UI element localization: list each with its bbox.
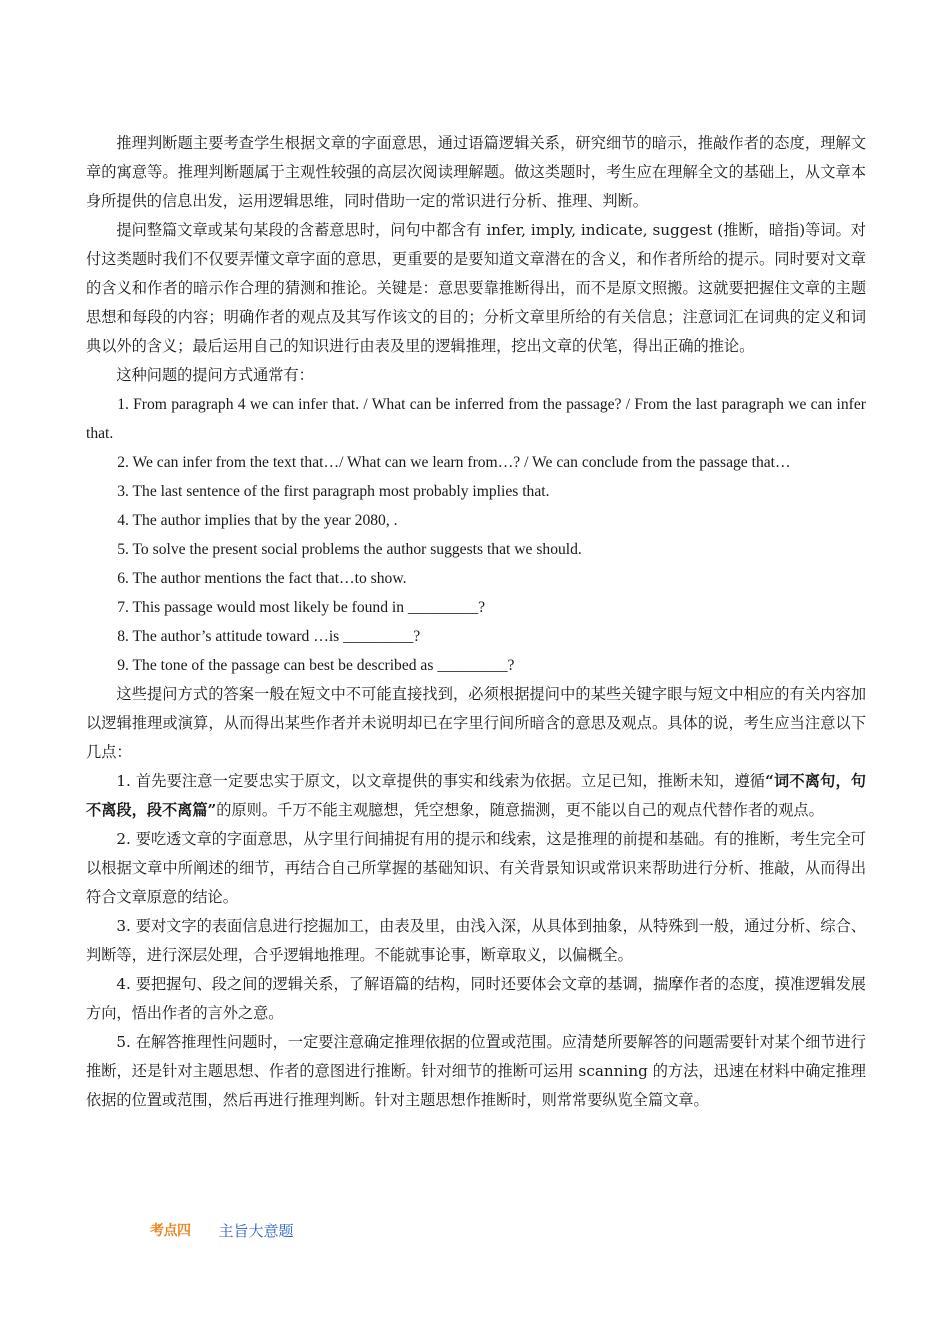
document-body — [86, 129, 866, 1115]
tip-4: 4. 要把握句、段之间的逻辑关系，了解语篇的结构，同时还要体会文章的基调，揣摩作者的态度，摸准逻辑发展方向，悟出作者的言外之意。 — [86, 975, 866, 1022]
question-form-3: 3. The last sentence of the first paragraph most probably implies that. — [117, 483, 550, 500]
section-tag: 考点四 — [150, 1223, 191, 1239]
question-form-5: 5. To solve the present social problems the author suggests that we should. — [117, 541, 582, 558]
tip-1 — [86, 767, 866, 825]
section-heading — [150, 1218, 294, 1242]
paragraph-intro: 推理判断题主要考查学生根据文章的字面意思，通过语篇逻辑关系，研究细节的暗示，推敲作者的态度，理解文章的寓意等。推理判断题属于主观性较强的高层次阅读理解题。做这类题时，考生应在理解全文的基础上，从文章本身所提供的信息出发，运用逻辑思维，同时借助一定的常识进行分析、推理、判断。 — [86, 134, 866, 210]
section-title: 主旨大意题 — [218, 1221, 294, 1240]
question-form-2: 2. We can infer from the text that…/ What can we learn from…? / We can conclude from the passage that… — [117, 454, 791, 471]
question-form-4: 4. The author implies that by the year 2080, . — [117, 512, 398, 529]
question-form-1: 1. From paragraph 4 we can infer that. / What can be inferred from the passage? / From the last paragraph we can infer that. — [86, 396, 866, 442]
tip-1-emphasis: “词不离句，句不离段，段不离篇” — [86, 772, 866, 819]
tip-5: 5. 在解答推理性问题时，一定要注意确定推理依据的位置或范围。应清楚所要解答的问题需要针对某个细节进行推断，还是针对主题思想、作者的意图进行推断。针对细节的推断可运用 scanning 的方法，迅速在材料中确定推理依据的位置或范围，然后再进行推理判断。针对主题思想作推断时，则常常要纵览全篇文章。 — [86, 1033, 866, 1109]
paragraph-answer-strategy: 这些提问方式的答案一般在短文中不可能直接找到，必须根据提问中的某些关键字眼与短文中相应的有关内容加以逻辑推理或演算，从而得出某些作者并未说明却已在字里行间所暗含的意思及观点。具体的说，考生应当注意以下几点： — [86, 685, 866, 761]
paragraph-question-words: 提问整篇文章或某句某段的含蓄意思时，问句中都含有 infer, imply, indicate, suggest (推断，暗指)等词。对付这类题时我们不仅要弄懂文章字面的意思，更重要的是要知道文章潜在的含义，和作者所给的提示。同时要对文章的含义和作者的暗示作合理的猜测和推论。关键是：意思要靠推断得出，而不是原文照搬。这就要把握住文章的主题思想和每段的内容；明确作者的观点及其写作该文的目的；分析文章里所给的有关信息；注意词汇在词典的定义和词典以外的含义；最后运用自己的知识进行由表及里的逻辑推理，挖出文章的伏笔，得出正确的推论。 — [86, 221, 866, 355]
question-form-8: 8. The author’s attitude toward …is _________? — [117, 628, 421, 645]
tip-1-post: 的原则。千万不能主观臆想，凭空想象，随意揣测，更不能以自己的观点代替作者的观点。 — [216, 801, 824, 819]
question-form-9: 9. The tone of the passage can best be described as _________? — [117, 657, 515, 674]
tip-3: 3. 要对文字的表面信息进行挖掘加工，由表及里，由浅入深，从具体到抽象，从特殊到一般，通过分析、综合、判断等，进行深层处理，合乎逻辑地推理。不能就事论事，断章取义，以偏概全。 — [86, 917, 866, 964]
tip-1-pre: 1. 首先要注意一定要忠实于原文，以文章提供的事实和线索为依据。立足已知，推断未知，遵循 — [116, 772, 766, 790]
tip-2: 2. 要吃透文章的字面意思，从字里行间捕捉有用的提示和线索，这是推理的前提和基础。有的推断，考生完全可以根据文章中所阐述的细节，再结合自己所掌握的基础知识、有关背景知识或常识来帮助进行分析、推敲，从而得出符合文章原意的结论。 — [86, 830, 866, 906]
paragraph-question-forms-lead: 这种问题的提问方式通常有： — [116, 366, 314, 384]
question-form-6: 6. The author mentions the fact that…to show. — [117, 570, 407, 587]
question-form-7: 7. This passage would most likely be found in _________? — [117, 599, 486, 616]
